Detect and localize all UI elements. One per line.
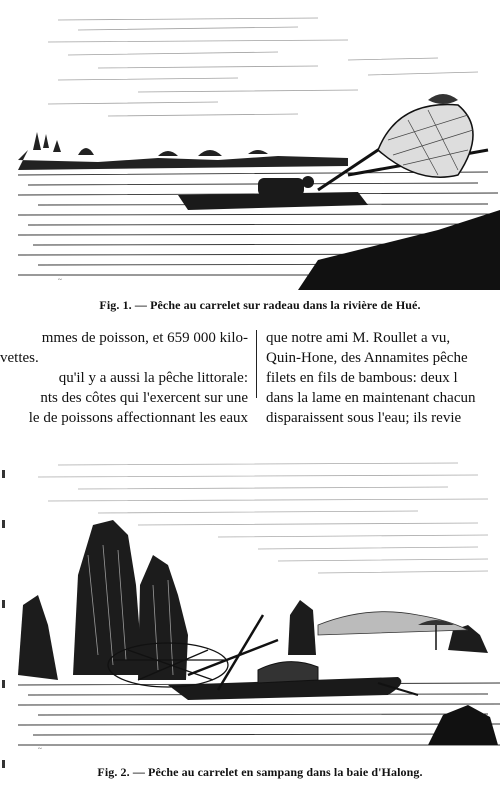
figure-2-illustration (18, 455, 500, 755)
text-line: qu'il y a aussi la pêche littorale: (58, 370, 248, 386)
text-line: le de poissons affectionnant les eaux (28, 410, 248, 426)
figure-2-caption: Fig. 2. — Pêche au carrelet en sampang dans la baie d'Halong. (97, 765, 423, 779)
text-line: mmes de poisson, et 659 000 kilo- (41, 330, 248, 346)
svg-text:~: ~ (38, 745, 42, 753)
text-line: filets en fils de bambous: deux l (266, 370, 458, 386)
text-line: disparaissent sous l'eau; ils revie (266, 410, 462, 426)
text-column-right (266, 328, 500, 428)
margin-mark (2, 470, 5, 478)
text-line: que notre ami M. Roullet a vu, (266, 330, 451, 346)
margin-mark (2, 680, 5, 688)
text-line: vettes. (0, 350, 39, 366)
margin-mark (2, 600, 5, 608)
figure-1-illustration (18, 0, 500, 290)
text-line: Quin-Hone, des Annamites pêche (266, 350, 468, 366)
text-column-left (0, 328, 248, 428)
margin-mark (2, 520, 5, 528)
figure-1-caption: Fig. 1. — Pêche au carrelet sur radeau dans la rivière de Hué. (99, 298, 421, 312)
column-divider (256, 330, 257, 398)
svg-text:~: ~ (58, 276, 62, 284)
figure-1-engraving (18, 0, 500, 290)
text-line: nts des côtes qui l'exercent sur une (40, 390, 248, 406)
text-line: dans la lame en maintenant chacun (266, 390, 476, 406)
figure-2-engraving (18, 455, 500, 755)
